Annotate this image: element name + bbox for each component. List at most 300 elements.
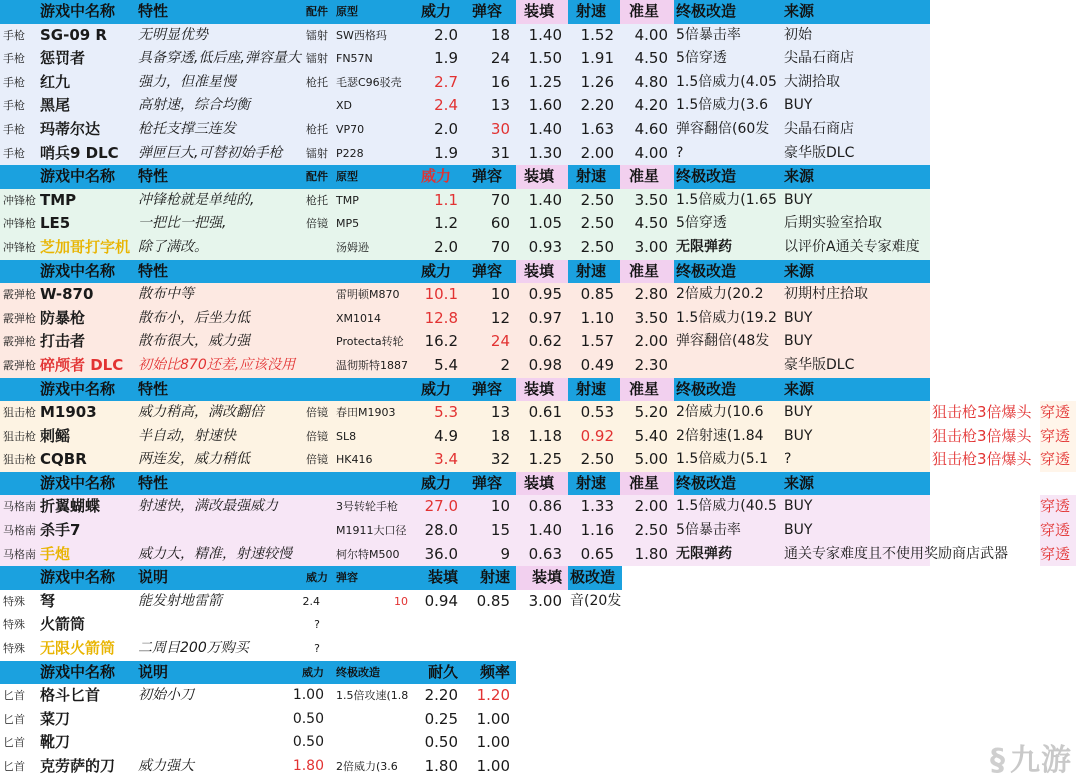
weapon-fire-rate: 2.50 bbox=[580, 237, 614, 256]
col-header-name: 游戏中名称 bbox=[40, 2, 116, 20]
weapon-accessory: 枪托 bbox=[306, 75, 328, 89]
weapon-frequency: 1.00 bbox=[476, 709, 510, 728]
weapon-accessory bbox=[304, 354, 334, 378]
weapon-power: 27.0 bbox=[424, 497, 458, 516]
weapon-prototype: 3号转轮手枪 bbox=[336, 500, 398, 514]
weapon-power: 3.4 bbox=[434, 450, 458, 469]
weapon-fire-rate: 1.16 bbox=[580, 521, 614, 540]
weapon-ammo: 13 bbox=[490, 96, 510, 115]
weapon-source: BUY bbox=[784, 427, 813, 444]
weapon-trait: 散布小，后坐力低 bbox=[138, 309, 250, 326]
weapon-row bbox=[0, 71, 1078, 95]
weapon-name: W-870 bbox=[40, 285, 94, 304]
weapon-name: 克劳萨的刀 bbox=[40, 757, 116, 775]
col-header-source: 来源 bbox=[784, 379, 815, 398]
weapon-description bbox=[136, 613, 304, 637]
weapon-name: 折翼蝴蝶 bbox=[40, 497, 101, 516]
weapon-source: 尖晶石商店 bbox=[784, 120, 854, 137]
weapon-aim: 5.40 bbox=[634, 426, 668, 445]
weapon-reload: 1.40 bbox=[528, 190, 562, 209]
weapon-trait: 无明显优势 bbox=[138, 26, 208, 43]
weapon-name: 火箭筒 bbox=[40, 615, 86, 634]
weapon-type: 霰弹枪 bbox=[3, 311, 36, 325]
col-header-accessory: 配件 bbox=[306, 170, 328, 184]
weapon-ammo: 31 bbox=[490, 143, 510, 162]
weapon-aim: 4.00 bbox=[634, 25, 668, 44]
col-header-model bbox=[334, 472, 414, 496]
weapon-source: 尖晶石商店 bbox=[784, 50, 854, 67]
weapon-fire-rate: 0.49 bbox=[580, 355, 614, 374]
weapon-name: 刺鳐 bbox=[40, 426, 71, 445]
special-weapon-row bbox=[0, 637, 1078, 661]
weapon-name: TMP bbox=[40, 190, 77, 209]
weapon-type: 马格南 bbox=[3, 500, 36, 514]
col-header-model bbox=[334, 378, 414, 402]
weapon-power: ? bbox=[314, 618, 320, 632]
col-header-ammo: 弹容 bbox=[471, 167, 502, 186]
col-header-rate: 射速 bbox=[575, 379, 606, 398]
col-header-power: 威力 bbox=[420, 2, 451, 20]
weapon-source: 以评价A通关专家难度 bbox=[784, 238, 920, 255]
weapon-ammo: 70 bbox=[490, 237, 510, 256]
col-header-accessory bbox=[304, 472, 334, 496]
weapon-row bbox=[0, 24, 1078, 48]
weapon-power: 10.1 bbox=[424, 285, 458, 304]
section-header-row bbox=[0, 165, 930, 189]
weapon-type: 特殊 bbox=[3, 594, 25, 608]
weapon-aim: 4.20 bbox=[634, 96, 668, 115]
weapon-power: 2.4 bbox=[302, 594, 320, 608]
weapon-power: 2.0 bbox=[434, 25, 458, 44]
weapon-fire-rate: 0.92 bbox=[580, 426, 614, 445]
col-header-power: 威力 bbox=[302, 665, 324, 679]
note-penetration: 穿透 bbox=[1040, 401, 1076, 425]
weapon-row bbox=[0, 307, 1078, 331]
col-header-upgrade: 终极改造 bbox=[676, 261, 737, 280]
weapon-fire-rate: 1.10 bbox=[580, 308, 614, 327]
weapon-power: 2.4 bbox=[434, 96, 458, 115]
weapon-type: 冲锋枪 bbox=[3, 193, 36, 207]
col-header-source: 来源 bbox=[784, 167, 815, 186]
weapon-power: 1.2 bbox=[434, 214, 458, 233]
weapon-prototype: 汤姆逊 bbox=[336, 240, 369, 254]
weapon-ammo: 2 bbox=[500, 355, 510, 374]
weapon-ultimate-upgrade: 2倍威力(20.2 bbox=[676, 286, 764, 303]
weapon-reload bbox=[414, 637, 464, 661]
weapon-ultimate-upgrade bbox=[334, 708, 414, 732]
col-header-source: 来源 bbox=[784, 2, 815, 20]
weapon-trait bbox=[136, 519, 304, 543]
weapon-power: 1.9 bbox=[434, 143, 458, 162]
weapon-fire-rate: 1.63 bbox=[580, 119, 614, 138]
weapon-reload-2 bbox=[516, 637, 568, 661]
weapon-accessory bbox=[304, 283, 334, 307]
weapon-prototype: XM1014 bbox=[336, 311, 382, 325]
special-weapon-row bbox=[0, 590, 1078, 614]
weapon-durability: 0.50 bbox=[424, 733, 458, 752]
weapon-durability: 1.80 bbox=[424, 757, 458, 775]
col-header-power: 威力 bbox=[420, 261, 451, 280]
weapon-ammo: 70 bbox=[490, 190, 510, 209]
weapon-source: 豪华版DLC bbox=[784, 144, 855, 161]
knife-header-row bbox=[0, 661, 1078, 685]
col-header-aim: 准星 bbox=[620, 472, 674, 496]
col-header-reload: 装填 bbox=[516, 0, 568, 24]
weapon-aim: 4.50 bbox=[634, 49, 668, 68]
weapon-aim: 3.50 bbox=[634, 308, 668, 327]
weapon-type: 冲锋枪 bbox=[3, 217, 36, 231]
col-header-upgrade: 终极改造 bbox=[676, 379, 737, 398]
weapon-prototype: 雷明顿M870 bbox=[336, 288, 400, 302]
col-header-desc: 特性 bbox=[138, 379, 169, 398]
weapon-power: 2.0 bbox=[434, 237, 458, 256]
watermark bbox=[990, 735, 1072, 779]
weapon-aim: 2.00 bbox=[634, 332, 668, 351]
weapon-accessory bbox=[304, 94, 334, 118]
weapon-prototype: 春田M1903 bbox=[336, 406, 396, 420]
weapon-reload-2: 3.00 bbox=[528, 591, 562, 610]
weapon-prototype: XD bbox=[336, 99, 353, 113]
weapon-row bbox=[0, 283, 1078, 307]
weapon-description: 能发射地雷箭 bbox=[138, 592, 222, 609]
weapon-reload: 0.61 bbox=[528, 403, 562, 422]
weapon-prototype: SL8 bbox=[336, 429, 357, 443]
weapon-ultimate-upgrade: 5倍暴击率 bbox=[676, 26, 741, 43]
weapon-name: 手炮 bbox=[40, 544, 71, 563]
weapon-type: 霰弹枪 bbox=[3, 358, 36, 372]
col-header-model: 原型 bbox=[336, 170, 358, 184]
weapon-type: 特殊 bbox=[3, 642, 25, 656]
jiuyou-logo-icon: § bbox=[990, 743, 1006, 778]
col-header-desc: 特性 bbox=[138, 167, 169, 186]
weapon-name: 格斗匕首 bbox=[40, 686, 101, 705]
weapon-source: 豪华版DLC bbox=[784, 356, 855, 373]
weapon-accessory bbox=[304, 330, 334, 354]
weapon-ammo: 60 bbox=[490, 214, 510, 233]
col-header-name: 游戏中名称 bbox=[40, 261, 116, 280]
weapon-frequency: 1.00 bbox=[476, 733, 510, 752]
weapon-trait: 半自动，射速快 bbox=[138, 427, 236, 444]
weapon-row bbox=[0, 495, 1078, 519]
col-header-upgrade: 终极改造 bbox=[336, 665, 380, 679]
weapon-aim: 3.00 bbox=[634, 237, 668, 256]
weapon-accessory bbox=[304, 519, 334, 543]
weapon-name: 黑尾 bbox=[40, 96, 71, 115]
col-header-name: 游戏中名称 bbox=[40, 662, 116, 681]
col-header-reload: 装填 bbox=[516, 472, 568, 496]
weapon-ultimate-upgrade: 弹容翻倍(48发 bbox=[676, 333, 770, 350]
col-header-power: 威力 bbox=[420, 379, 451, 398]
note-sniper-headshot: 狙击枪3倍爆头 bbox=[932, 403, 1032, 422]
weapon-trait: 两连发，威力稍低 bbox=[138, 451, 250, 468]
weapon-name: 红九 bbox=[40, 72, 71, 91]
weapon-ultimate-upgrade bbox=[334, 731, 414, 755]
weapon-durability: 2.20 bbox=[424, 686, 458, 705]
note-penetration: 穿透 bbox=[1040, 543, 1076, 567]
weapon-fire-rate: 1.57 bbox=[580, 332, 614, 351]
weapon-source: BUY bbox=[784, 522, 813, 539]
weapon-fire-rate: 0.65 bbox=[580, 544, 614, 563]
weapon-prototype: M1911大口径 bbox=[336, 524, 407, 538]
weapon-description bbox=[136, 731, 296, 755]
weapon-power: 2.0 bbox=[434, 119, 458, 138]
weapon-prototype: 柯尔特M500 bbox=[336, 547, 400, 561]
weapon-frequency: 1.00 bbox=[476, 757, 510, 775]
col-header-desc: 特性 bbox=[138, 473, 169, 492]
weapon-aim: 2.30 bbox=[634, 355, 668, 374]
weapon-prototype: 毛瑟C96驳壳 bbox=[336, 75, 402, 89]
weapon-ultimate-upgrade: 5倍穿透 bbox=[676, 215, 727, 232]
weapon-ultimate-upgrade: 1.5倍威力(5.1 bbox=[676, 451, 768, 468]
col-header-power: 威力 bbox=[420, 473, 451, 492]
weapon-ammo: 13 bbox=[490, 403, 510, 422]
col-header-durability: 耐久 bbox=[427, 662, 458, 681]
weapon-source: 后期实验室拾取 bbox=[784, 215, 882, 232]
weapon-reload: 0.93 bbox=[528, 237, 562, 256]
weapon-reload: 1.40 bbox=[528, 521, 562, 540]
weapon-reload: 0.97 bbox=[528, 308, 562, 327]
weapon-type: 手枪 bbox=[3, 122, 25, 136]
col-header-desc: 说明 bbox=[138, 568, 169, 587]
weapon-name: CQBR bbox=[40, 450, 87, 469]
col-header-ammo: 弹容 bbox=[336, 571, 358, 585]
col-header-aim: 准星 bbox=[620, 260, 674, 284]
weapon-row bbox=[0, 94, 1078, 118]
note-sniper-headshot: 狙击枪3倍爆头 bbox=[932, 426, 1032, 445]
col-header-rate: 射速 bbox=[575, 2, 606, 20]
weapon-type: 匕首 bbox=[3, 689, 25, 703]
weapon-accessory: 镭射 bbox=[306, 146, 328, 160]
weapon-reload: 0.62 bbox=[528, 332, 562, 351]
col-header-reload-2: 装填 bbox=[516, 566, 568, 590]
weapon-fire-rate: 1.33 bbox=[580, 497, 614, 516]
col-header-desc: 说明 bbox=[138, 662, 169, 681]
weapon-description: 二周目200万购买 bbox=[138, 640, 249, 657]
knife-row bbox=[0, 708, 1078, 732]
weapon-ultimate-upgrade: 1.5倍威力(1.65 bbox=[676, 191, 777, 208]
weapon-type: 手枪 bbox=[3, 146, 25, 160]
weapon-type: 手枪 bbox=[3, 52, 25, 66]
weapon-name: LE5 bbox=[40, 214, 71, 233]
weapon-ultimate-upgrade: 音(20发 bbox=[570, 592, 622, 609]
weapon-type: 特殊 bbox=[3, 618, 25, 632]
weapon-prototype: HK416 bbox=[336, 453, 373, 467]
weapon-fire-rate: 1.52 bbox=[580, 25, 614, 44]
weapon-row bbox=[0, 354, 1078, 378]
col-header-accessory bbox=[304, 378, 334, 402]
weapon-ammo: 10 bbox=[490, 285, 510, 304]
col-header-accessory: 配件 bbox=[306, 5, 328, 18]
weapon-type: 手枪 bbox=[3, 99, 25, 113]
col-header-model: 原型 bbox=[336, 5, 358, 18]
weapon-accessory: 镭射 bbox=[306, 52, 328, 66]
weapon-source: BUY bbox=[784, 404, 813, 421]
weapon-aim: 4.80 bbox=[634, 72, 668, 91]
weapon-row bbox=[0, 212, 1078, 236]
weapon-row bbox=[0, 448, 1078, 472]
weapon-source: 初始 bbox=[784, 26, 812, 43]
weapon-reload: 0.63 bbox=[528, 544, 562, 563]
weapon-prototype: 温彻斯特1887 bbox=[336, 358, 408, 372]
weapon-fire-rate: 1.91 bbox=[580, 49, 614, 68]
col-header-accessory bbox=[304, 260, 334, 284]
weapon-reload: 1.40 bbox=[528, 119, 562, 138]
col-header-ammo: 弹容 bbox=[471, 379, 502, 398]
weapon-source: 通关专家难度且不使用奖励商店武器 bbox=[784, 545, 1008, 562]
special-weapon-row bbox=[0, 613, 1078, 637]
col-header-rate: 射速 bbox=[575, 261, 606, 280]
weapon-power: 0.50 bbox=[292, 710, 324, 727]
weapon-ultimate-upgrade: 无限弹药 bbox=[676, 545, 732, 562]
weapon-fire-rate: 0.53 bbox=[580, 403, 614, 422]
weapon-name: M1903 bbox=[40, 403, 97, 422]
weapon-type: 马格南 bbox=[3, 547, 36, 561]
weapon-trait: 射速快，满改最强威力 bbox=[138, 498, 278, 515]
weapon-power: 1.80 bbox=[292, 758, 324, 774]
weapon-accessory bbox=[304, 495, 334, 519]
weapon-frequency: 1.20 bbox=[476, 686, 510, 705]
weapon-ammo: 10 bbox=[490, 497, 510, 516]
col-header-aim: 准星 bbox=[620, 378, 674, 402]
weapon-aim: 2.80 bbox=[634, 285, 668, 304]
weapon-source: 大湖拾取 bbox=[784, 73, 840, 90]
weapon-reload: 1.25 bbox=[528, 72, 562, 91]
weapon-trait: 一把比一把强, bbox=[138, 215, 227, 232]
weapon-accessory: 倍镜 bbox=[306, 217, 328, 231]
knife-row bbox=[0, 755, 1078, 779]
weapon-trait: 威力大，精准，射速较慢 bbox=[138, 545, 292, 562]
note-penetration: 穿透 bbox=[1040, 495, 1076, 519]
col-header-aim: 准星 bbox=[620, 165, 674, 189]
weapon-source: ? bbox=[784, 451, 792, 468]
col-header-name: 游戏中名称 bbox=[40, 473, 116, 492]
weapon-ammo: 9 bbox=[500, 544, 510, 563]
weapon-ammo: 18 bbox=[490, 426, 510, 445]
weapon-prototype: MP5 bbox=[336, 217, 360, 231]
weapon-aim: 2.00 bbox=[634, 497, 668, 516]
weapon-fire-rate: 1.26 bbox=[580, 72, 614, 91]
weapon-trait: 高射速，综合均衡 bbox=[138, 97, 250, 114]
weapon-name: 弩 bbox=[40, 591, 56, 610]
weapon-name: 哨兵9 DLC bbox=[40, 143, 119, 162]
weapon-ammo: 24 bbox=[490, 332, 510, 351]
weapon-row bbox=[0, 236, 1078, 260]
special-header-row bbox=[0, 566, 1078, 590]
weapon-power: 5.3 bbox=[434, 403, 458, 422]
weapon-ultimate-upgrade bbox=[674, 354, 782, 378]
weapon-ammo: 24 bbox=[490, 49, 510, 68]
weapon-ultimate-upgrade: 5倍穿透 bbox=[676, 50, 727, 67]
col-header-reload: 装填 bbox=[516, 378, 568, 402]
col-header-power: 威力 bbox=[306, 571, 328, 585]
weapon-prototype: FN57N bbox=[336, 52, 373, 66]
knife-row bbox=[0, 684, 1078, 708]
col-header-model bbox=[334, 260, 414, 284]
weapon-prototype: VP70 bbox=[336, 122, 365, 136]
weapon-power: 16.2 bbox=[424, 332, 458, 351]
weapon-trait: 散布很大，威力强 bbox=[138, 333, 250, 350]
weapon-row bbox=[0, 425, 1078, 449]
col-header-reload: 装填 bbox=[516, 165, 568, 189]
weapon-power: 2.7 bbox=[434, 72, 458, 91]
col-header-upgrade: 终极改造 bbox=[676, 473, 737, 492]
weapon-reload bbox=[414, 613, 464, 637]
weapon-reload: 1.50 bbox=[528, 49, 562, 68]
weapon-reload: 0.98 bbox=[528, 355, 562, 374]
weapon-fire-rate: 2.50 bbox=[580, 214, 614, 233]
weapon-accessory: 倍镜 bbox=[306, 453, 328, 467]
weapon-prototype: SW西格玛 bbox=[336, 28, 387, 42]
weapon-reload: 0.95 bbox=[528, 285, 562, 304]
weapon-name: SG-09 R bbox=[40, 25, 107, 44]
weapon-source: BUY bbox=[784, 333, 813, 350]
weapon-prototype: Protecta转轮 bbox=[336, 335, 404, 349]
section-header-row bbox=[0, 260, 930, 284]
weapon-reload: 1.18 bbox=[528, 426, 562, 445]
weapon-power: 36.0 bbox=[424, 544, 458, 563]
col-header-upgrade: 终极改造 bbox=[676, 2, 737, 20]
note-sniper-headshot: 狙击枪3倍爆头 bbox=[932, 450, 1032, 469]
weapon-type: 霰弹枪 bbox=[3, 288, 36, 302]
weapon-type: 狙击枪 bbox=[3, 429, 36, 443]
section-header-row bbox=[0, 472, 930, 496]
weapon-type: 匕首 bbox=[3, 760, 25, 773]
weapon-reload: 1.40 bbox=[528, 25, 562, 44]
col-header-upgrade: 终极改造 bbox=[676, 167, 737, 186]
col-header-ammo: 弹容 bbox=[471, 473, 502, 492]
weapon-type: 狙击枪 bbox=[3, 406, 36, 420]
weapon-source: BUY bbox=[784, 498, 813, 515]
weapon-prototype: TMP bbox=[336, 193, 359, 207]
weapon-power: 4.9 bbox=[434, 426, 458, 445]
weapon-power: 1.00 bbox=[292, 687, 324, 704]
weapon-prototype: P228 bbox=[336, 146, 364, 160]
weapon-fire-rate: 2.00 bbox=[580, 143, 614, 162]
col-header-name: 游戏中名称 bbox=[40, 167, 116, 186]
weapon-accessory: 枪托 bbox=[306, 122, 328, 136]
weapon-name: 碎颅者 DLC bbox=[40, 355, 124, 374]
weapon-ultimate-upgrade: 1.5倍威力(3.6 bbox=[676, 97, 768, 114]
col-header-upgrade: 极改造 bbox=[570, 568, 616, 587]
col-header-frequency: 频率 bbox=[479, 662, 510, 681]
col-header-rate: 射速 bbox=[575, 167, 606, 186]
weapon-aim: 4.60 bbox=[634, 119, 668, 138]
col-header-desc: 特性 bbox=[138, 2, 169, 20]
watermark-text: 九游 bbox=[1010, 743, 1072, 778]
weapon-reload: 1.60 bbox=[528, 96, 562, 115]
weapon-name: 防暴枪 bbox=[40, 308, 86, 327]
col-header-reload: 装填 bbox=[427, 568, 458, 587]
weapon-row bbox=[0, 330, 1078, 354]
section-header-row bbox=[0, 0, 930, 24]
weapon-aim: 5.20 bbox=[634, 403, 668, 422]
weapon-accessory: 倍镜 bbox=[306, 406, 328, 420]
col-header-source: 来源 bbox=[784, 261, 815, 280]
weapon-accessory: 枪托 bbox=[306, 193, 328, 207]
weapon-description bbox=[136, 708, 296, 732]
weapon-source: 初期村庄拾取 bbox=[784, 286, 868, 303]
weapon-ammo bbox=[360, 637, 414, 661]
weapon-aim: 4.50 bbox=[634, 214, 668, 233]
note-penetration: 穿透 bbox=[1040, 519, 1076, 543]
weapon-ammo: 30 bbox=[490, 119, 510, 138]
weapon-fire-rate: 2.20 bbox=[580, 96, 614, 115]
weapon-power: 5.4 bbox=[434, 355, 458, 374]
weapon-trait: 除了满改。 bbox=[138, 238, 208, 255]
weapon-row bbox=[0, 142, 1078, 166]
weapon-accessory: 倍镜 bbox=[306, 429, 328, 443]
weapon-aim: 4.00 bbox=[634, 143, 668, 162]
